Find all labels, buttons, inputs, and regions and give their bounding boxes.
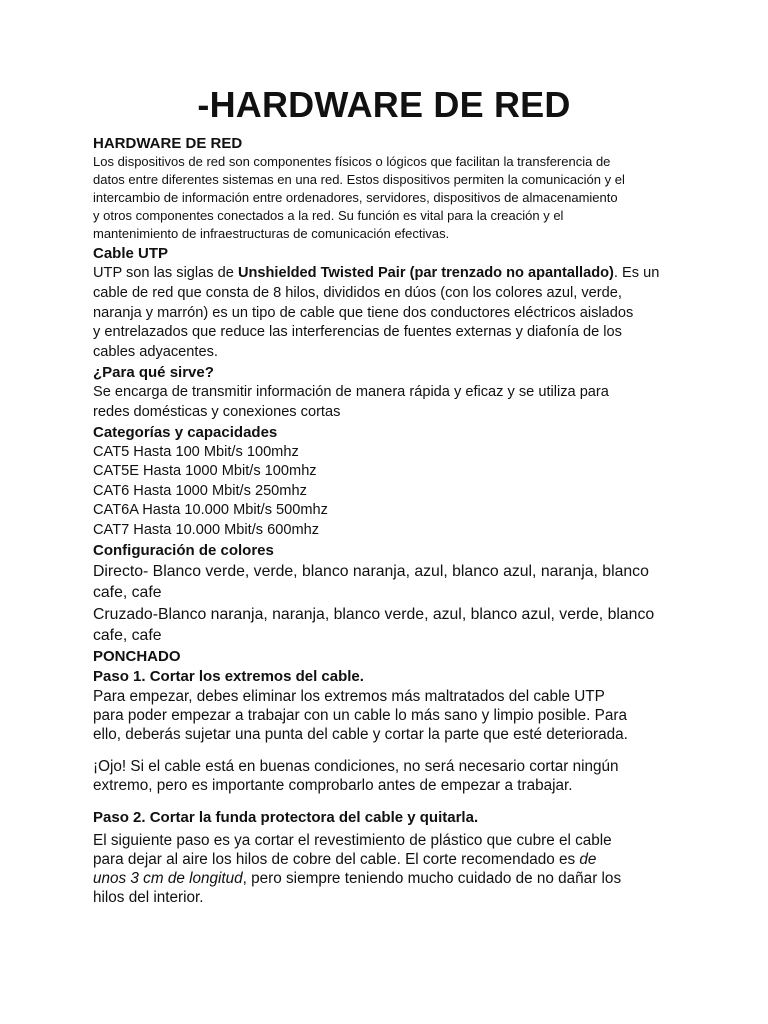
colors-line: Cruzado-Blanco naranja, naranja, blanco verde, azul, blanco azul, verde, blanco <box>93 605 655 623</box>
list-item: CAT7 Hasta 10.000 Mbit/s 600mhz <box>93 521 320 538</box>
section-heading-colors: Configuración de colores <box>93 541 274 559</box>
intro-line: Los dispositivos de red son componentes físicos o lógicos que facilitan la transferencia de <box>93 154 611 169</box>
list-item: CAT6 Hasta 1000 Mbit/s 250mhz <box>93 482 307 499</box>
purpose-line: redes domésticas y conexiones cortas <box>93 403 341 420</box>
colors-line: cafe, cafe <box>93 584 162 602</box>
intro-paragraph <box>93 153 683 243</box>
step-1-paragraph <box>93 687 683 744</box>
utp-line <box>93 264 683 284</box>
section-heading-ponchado: PONCHADO <box>93 647 181 665</box>
step-2-emphasis: unos 3 cm de longitud <box>93 869 243 887</box>
purpose-paragraph <box>93 383 683 423</box>
colors-line: cafe, cafe <box>93 627 162 645</box>
utp-acronym-expansion: Unshielded Twisted Pair (par trenzado no apantallado) <box>237 265 614 281</box>
colors-paragraph <box>93 561 683 647</box>
utp-line: naranja y marrón) es un tipo de cable que tiene dos conductores eléctricos aislados <box>93 304 634 321</box>
purpose-line: Se encarga de transmitir información de manera rápida y eficaz y se utiliza para <box>93 383 609 400</box>
intro-heading: HARDWARE DE RED <box>93 135 243 152</box>
intro-line: y otros componentes conectados a la red. Su función es vital para la creación y el <box>93 208 564 223</box>
categories-list <box>93 443 683 541</box>
list-item: CAT6A Hasta 10.000 Mbit/s 500mhz <box>93 502 328 519</box>
list-item: CAT5E Hasta 1000 Mbit/s 100mhz <box>93 463 317 480</box>
step-1-line: Para empezar, debes eliminar los extremos más maltratados del cable UTP <box>93 687 605 705</box>
utp-text: . Es un <box>613 265 660 281</box>
step-2-line: El siguiente paso es ya cortar el revestimiento de plástico que cubre el cable <box>93 831 612 849</box>
section-heading-categories: Categorías y capacidades <box>93 423 278 441</box>
step-2-text: para dejar al aire los hilos de cobre del cable. El corte recomendado es <box>93 850 580 868</box>
step-2-title: Paso 2. Cortar la funda protectora del cable y quitarla. <box>93 808 479 826</box>
step-1-note-line: extremo, pero es importante comprobarlo antes de empezar a trabajar. <box>93 776 573 794</box>
utp-text: UTP son las siglas de <box>93 265 238 281</box>
step-2-line <box>93 869 683 888</box>
step-1-note <box>93 757 683 795</box>
intro-line: mantenimiento de infraestructuras de comunicación efectivas. <box>93 226 450 241</box>
step-2-line: hilos del interior. <box>93 888 204 906</box>
section-heading-purpose: ¿Para qué sirve? <box>93 363 214 381</box>
intro-line: datos entre diferentes sistemas en una red. Estos dispositivos permiten la comunicación y el <box>93 172 625 187</box>
step-2-paragraph <box>93 831 683 907</box>
document-title: -HARDWARE DE RED <box>197 84 571 125</box>
step-1-line: para poder empezar a trabajar con un cable lo más sano y limpio posible. Para <box>93 706 627 724</box>
utp-line: cables adyacentes. <box>93 344 218 361</box>
step-1-note-line: ¡Ojo! Si el cable está en buenas condiciones, no será necesario cortar ningún <box>93 757 619 775</box>
list-item: CAT5 Hasta 100 Mbit/s 100mhz <box>93 443 299 460</box>
step-1-line: ello, deberás sujetar una punta del cable y cortar la parte que esté deteriorada. <box>93 725 628 743</box>
step-2-line <box>93 850 683 869</box>
utp-paragraph <box>93 264 683 363</box>
utp-line: y entrelazados que reduce las interferencias de fuentes externas y diafonía de los <box>93 324 622 341</box>
section-heading-utp: Cable UTP <box>93 245 169 262</box>
step-2-emphasis: de <box>579 850 597 868</box>
step-1-title: Paso 1. Cortar los extremos del cable. <box>93 667 364 685</box>
colors-line: Directo- Blanco verde, verde, blanco naranja, azul, blanco azul, naranja, blanco <box>93 562 649 580</box>
step-2-text: , pero siempre teniendo mucho cuidado de no dañar los <box>242 869 622 887</box>
utp-line: cable de red que consta de 8 hilos, divididos en dúos (con los colores azul, verde, <box>93 284 622 301</box>
intro-line: intercambio de información entre ordenadores, servidores, dispositivos de almacenamiento <box>93 190 618 205</box>
document-body <box>93 134 683 907</box>
